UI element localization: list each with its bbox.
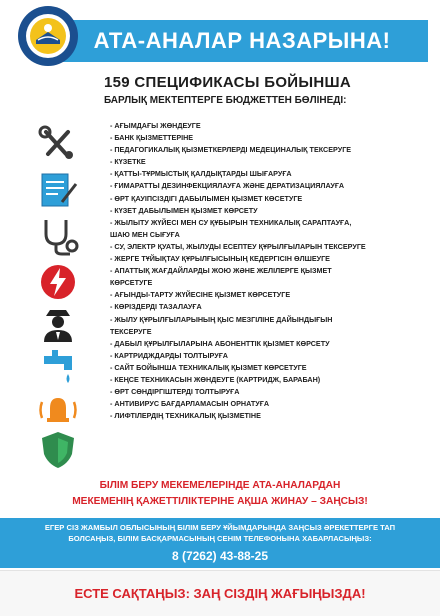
list-item: - СУ, ЭЛЕКТР ҚУАТЫ, ЖЫЛУДЫ ЕСЕПТЕУ ҚҰРЫЛҒЫЛАРЫН ТЕКСЕРУГЕ — [110, 241, 366, 251]
water-tap-icon — [36, 348, 80, 388]
list-item: - ЛИФТІЛЕРДІҢ ТЕХНИКАЛЫҚ ҚЫЗМЕТІНЕ — [110, 411, 261, 421]
notice-line-2: МЕКЕМЕНІҢ ҚАЖЕТТІЛІКТЕРІНЕ АҚША ЖИНАУ – ЗАҢСЫЗ! — [72, 496, 368, 507]
list-item: - БАНК ҚЫЗМЕТТЕРІНЕ — [110, 133, 194, 143]
services-list — [110, 120, 428, 422]
list-item: - ЖЫЛУ ҚҰРЫЛҒЫЛАРЫНЫҢ ҚЫС МЕЗГІЛІНЕ ДАЙЫНДЫҒЫН — [110, 314, 333, 324]
info-line-2: БОЛСАҢЫЗ, БІЛІМ БАСҚАРМАСЫНЫҢ СЕНІМ ТЕЛЕФОНЫНА ХАБАРЛАСЫҢЫЗ: — [68, 534, 372, 543]
list-item: КӨРСЕТУГЕ — [110, 278, 153, 288]
footer — [0, 570, 440, 616]
list-item: - КЕҢСЕ ТЕХНИКАСЫН ЖӨНДЕУГЕ (КАРТРИДЖ, БАРАБАН) — [110, 374, 321, 384]
intro-title: 159 СПЕЦИФИКАСЫ БОЙЫНША — [104, 74, 351, 91]
info-line-1: ЕГЕР СІЗ ЖАМБЫЛ ОБЛЫСЫНЫҢ БІЛІМ БЕРУ ҰЙЫМДАРЫНДА ЗАҢСЫЗ ӘРЕКЕТТЕРГЕ ТАП — [44, 523, 396, 532]
document-pen-icon — [36, 170, 80, 210]
list-item: - ЖЕРГЕ ТҰЙЫҚТАУ ҚҰРЫЛҒЫСЫНЫҢ КЕДЕРГІСІН ӨЛШЕУГЕ — [110, 254, 330, 264]
security-guard-icon — [36, 304, 80, 344]
list-item: - ҚАТТЫ-ТҰРМЫСТЫҚ ҚАЛДЫҚТАРДЫ ШЫҒАРУҒА — [110, 169, 292, 179]
list-item: - ДАБЫЛ ҚҰРЫЛҒЫЛАРЫНА АБОНЕНТТІК ҚЫЗМЕТ КӨРСЕТУ — [110, 338, 330, 348]
list-item: - АНТИВИРУС БАҒДАРЛАМАСЫН ОРНАТУҒА — [110, 399, 270, 409]
notice-line-1: БІЛІМ БЕРУ МЕКЕМЕЛЕРІНДЕ АТА-АНАЛАРДАН — [99, 480, 341, 491]
list-item: - АПАТТЫҚ ЖАҒДАЙЛАРДЫ ЖОЮ ЖӘНЕ ЖЕЛІЛЕРГЕ ҚЫЗМЕТ — [110, 266, 332, 276]
list-item: - ЖЫЛЫТУ ЖҮЙЕСІ МЕН СУ ҚҰБЫРЫН ТЕХНИКАЛЫҚ САРАПТАУҒА, — [110, 217, 352, 227]
list-item: - АҒЫМДАҒЫ ЖӨНДЕУГЕ — [110, 121, 201, 130]
info-banner — [0, 518, 440, 568]
footer-slogan: ЕСТЕ САҚТАҢЫЗ: ЗАҢ СІЗДІҢ ЖАҒЫҢЫЗДА! — [74, 586, 366, 601]
list-item: ТЕКСЕРУГЕ — [110, 326, 152, 336]
intro-subtitle: БАРЛЫҚ МЕКТЕПТЕРГЕ БЮДЖЕТТЕН БӨЛІНЕДІ: — [104, 95, 347, 106]
list-item: - ӨРТ ҚАУІПСІЗДІГІ ДАБЫЛЫМЕН ҚЫЗМЕТ КӨСЕТУГЕ — [110, 193, 303, 203]
list-item: - КАРТРИДЖДАРДЫ ТОЛТЫРУҒА — [110, 350, 228, 360]
header — [0, 0, 440, 68]
page-title: АТА-АНАЛАР НАЗАРЫНА! — [56, 20, 428, 62]
stethoscope-icon — [36, 216, 80, 256]
intro — [104, 74, 424, 106]
emblem-logo — [12, 4, 84, 68]
list-item: - АҒЫНДЫ-ТАРТУ ЖҮЙЕСІНЕ ҚЫЗМЕТ КӨРСЕТУГЕ — [110, 290, 291, 300]
list-item: - КӨРІЗДЕРДІ ТАЗАЛАУҒА — [110, 302, 202, 312]
shield-icon — [36, 430, 80, 470]
list-item: - ӨРТ СӨНДІРГІШТЕРДІ ТОЛТЫРУҒА — [110, 387, 240, 397]
list-item: - КҮЗЕТ ДАБЫЛЫМЕН ҚЫЗМЕТ КӨРСЕТУ — [110, 205, 258, 215]
lightning-icon — [36, 262, 80, 302]
alarm-bell-icon — [36, 390, 80, 430]
list-item: - САЙТ БОЙЫНША ТЕХНИКАЛЫҚ ҚЫЗМЕТ КӨРСЕТУГЕ — [110, 362, 307, 372]
hotline-phone[interactable]: 8 (7262) 43-88-25 — [171, 549, 269, 563]
list-item: - КҮЗЕТКЕ — [110, 157, 146, 167]
list-item: - ҒИМАРАТТЫ ДЕЗИНФЕКЦИЯЛАУҒА ЖӘНЕ ДЕРАТИЗАЦИЯЛАУҒА — [110, 181, 345, 191]
warning-notice — [0, 478, 440, 516]
tools-icon — [36, 124, 80, 164]
list-item: - ПЕДАГОГИКАЛЫҚ ҚЫЗМЕТКЕРЛЕРДІ МЕДЕЦИНАЛЫҚ ТЕКСЕРУГЕ — [110, 145, 352, 155]
list-item: ШАЮ МЕН СЫҒУҒА — [110, 229, 180, 239]
